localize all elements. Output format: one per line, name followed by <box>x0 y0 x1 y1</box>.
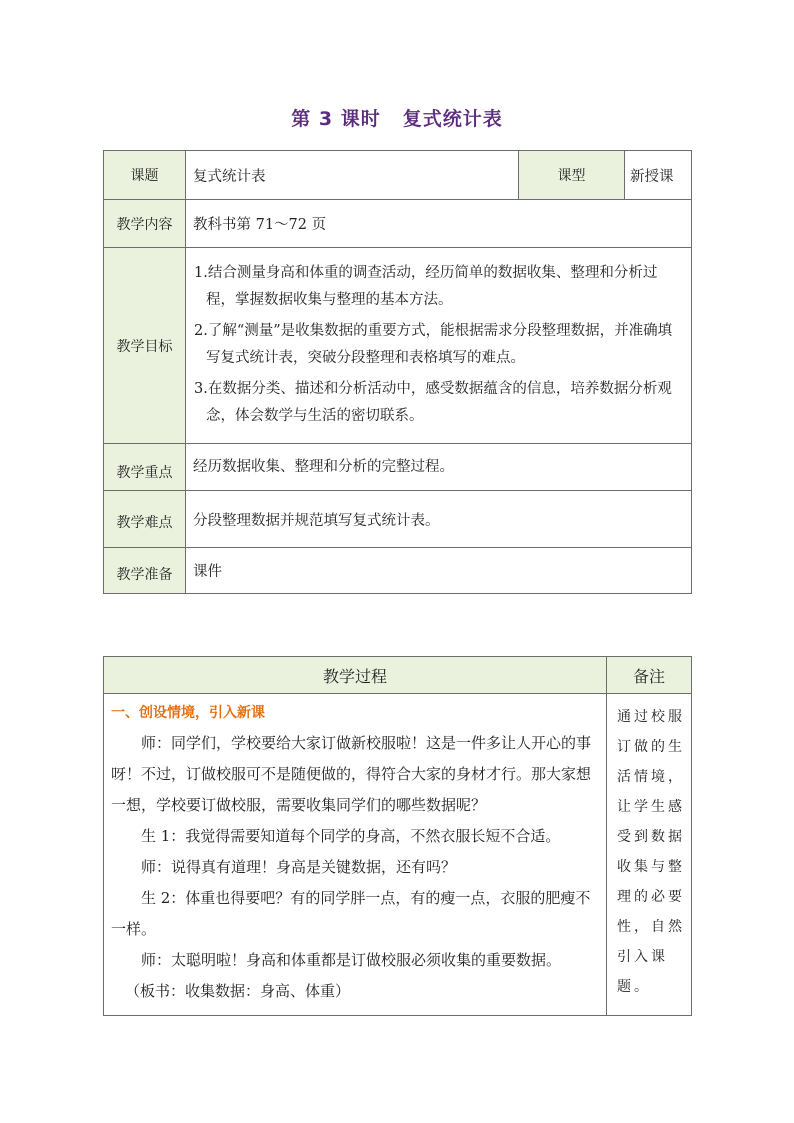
section-title: 一、创设情境，引入新课 <box>111 705 265 721</box>
process-header: 教学过程 <box>104 657 607 694</box>
lesson-number: 第 3 课时 <box>291 108 381 130</box>
process-body-row <box>104 694 692 1016</box>
difficulty-row <box>104 491 692 548</box>
type-value: 新授课 <box>625 151 692 200</box>
key-point-value: 经历数据收集、整理和分析的完整过程。 <box>186 444 692 491</box>
key-point-row <box>104 444 692 491</box>
goals-label: 教学目标 <box>104 248 186 444</box>
topic-label: 课题 <box>104 151 186 200</box>
lesson-info-table <box>103 150 692 594</box>
dialogue-paragraph: 生 2：体重也得要吧？有的同学胖一点，有的瘦一点，衣服的肥瘦不一样。 <box>111 889 591 938</box>
board-note: （板书：收集数据：身高、体重） <box>125 982 351 1000</box>
page-title <box>0 104 794 131</box>
goals-row <box>104 248 692 444</box>
difficulty-value: 分段整理数据并规范填写复式统计表。 <box>186 491 692 548</box>
key-point-label: 教学重点 <box>104 444 186 491</box>
dialogue-paragraph: 师：同学们，学校要给大家订做新校服啦！这是一件多让人开心的事呀！不过，订做校服可不是随便做的，得符合大家的身材才行。那大家想一想，学校要订做校服，需要收集同学们的哪些数据呢？ <box>111 734 592 814</box>
topic-value: 复式统计表 <box>186 151 519 200</box>
process-content <box>104 694 607 1016</box>
dialogue-paragraph: 师：太聪明啦！身高和体重都是订做校服必须收集的重要数据。 <box>141 951 562 969</box>
goal-item-2: 2.了解“测量”是收集数据的重要方式，能根据需求分段整理数据，并准确填写复式统计表，突破分段整理和表格填写的难点。 <box>194 322 673 366</box>
topic-row <box>104 151 692 200</box>
content-row <box>104 200 692 248</box>
content-value: 教科书第 71～72 页 <box>186 200 692 248</box>
dialogue-paragraph: 师：说得真有道理！身高是关键数据，还有吗？ <box>141 858 457 876</box>
prep-label: 教学准备 <box>104 548 186 594</box>
prep-value: 课件 <box>186 548 692 594</box>
type-label: 课型 <box>519 151 625 200</box>
note-header: 备注 <box>607 657 692 694</box>
difficulty-label: 教学难点 <box>104 491 186 548</box>
goal-item-1: 1.结合测量身高和体重的调查活动，经历简单的数据收集、整理和分析过程，掌握数据收集与整理的基本方法。 <box>194 264 658 308</box>
lesson-topic: 复式统计表 <box>402 108 503 130</box>
goals-cell <box>186 248 692 444</box>
process-header-row <box>104 657 692 694</box>
dialogue-paragraph: 生 1：我觉得需要知道每个同学的身高，不然衣服长短不合适。 <box>141 827 561 845</box>
teaching-process-table <box>103 656 692 1016</box>
prep-row <box>104 548 692 594</box>
content-label: 教学内容 <box>104 200 186 248</box>
goal-item-3: 3.在数据分类、描述和分析活动中，感受数据蕴含的信息，培养数据分析观念，体会数学与生活的密切联系。 <box>194 380 672 424</box>
note-content: 通过校服订做的生活情境，让学生感受到数据收集与整理的必要性，自然引入课题。 <box>607 694 692 1016</box>
